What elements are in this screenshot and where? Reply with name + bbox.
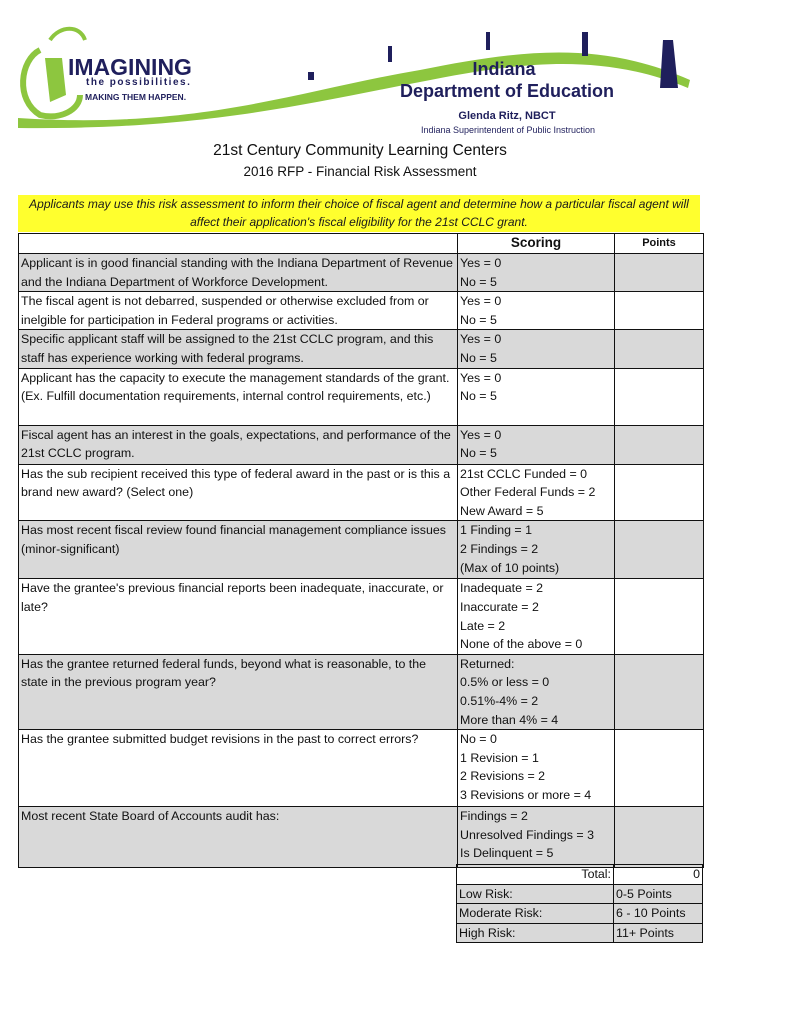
scoring-option: None of the above = 0 bbox=[460, 637, 583, 652]
question-cell: Have the grantee's previous financial reports been inadequate, inaccurate, or late? bbox=[19, 579, 458, 654]
question-cell: Has most recent fiscal review found financial management compliance issues (minor-significant) bbox=[19, 521, 458, 579]
scoring-option: More than 4% = 4 bbox=[460, 712, 559, 727]
risk-assessment-table bbox=[18, 233, 704, 868]
table-row bbox=[19, 807, 704, 868]
scoring-option: No = 5 bbox=[460, 446, 497, 461]
scoring-option: 2 Revisions = 2 bbox=[460, 769, 546, 784]
dept-line2: Department of Education bbox=[399, 81, 615, 101]
table-row bbox=[19, 521, 704, 579]
scoring-option: Is Delinquent = 5 bbox=[460, 846, 554, 861]
scoring-option: Other Federal Funds = 2 bbox=[460, 485, 596, 500]
scoring-option: Inaccurate = 2 bbox=[460, 599, 539, 614]
idoe-logo-banner bbox=[0, 0, 788, 140]
table-row bbox=[19, 579, 704, 654]
scoring-option: Yes = 0 bbox=[460, 256, 502, 270]
scoring-cell bbox=[458, 425, 615, 464]
scoring-option: Findings = 2 bbox=[460, 809, 528, 824]
scoring-cell bbox=[458, 292, 615, 330]
logo-tag: MAKING THEM HAPPEN. bbox=[85, 92, 187, 102]
document-subtitle: 2016 RFP - Financial Risk Assessment bbox=[243, 164, 477, 179]
question-cell: Specific applicant staff will be assigned to the 21st CCLC program, and this staff has experience working with federal programs. bbox=[19, 330, 458, 368]
scoring-option: No = 5 bbox=[460, 274, 497, 289]
table-row bbox=[19, 368, 704, 425]
scoring-option: 1 Revision = 1 bbox=[460, 750, 539, 765]
points-input-cell[interactable] bbox=[615, 464, 704, 521]
scoring-option: No = 5 bbox=[460, 312, 497, 327]
scoring-cell bbox=[458, 464, 615, 521]
scoring-option: 21st CCLC Funded = 0 bbox=[460, 466, 588, 481]
indiana-shape-icon bbox=[45, 58, 66, 102]
table-row bbox=[19, 464, 704, 521]
question-cell: Applicant has the capacity to execute the management standards of the grant. (Ex. Fulfill documentation requirements, internal control requirements, etc.) bbox=[19, 368, 458, 425]
scoring-option: Yes = 0 bbox=[460, 427, 502, 442]
table-row bbox=[19, 254, 704, 292]
scoring-option: Yes = 0 bbox=[460, 294, 502, 309]
scoring-option: 0.5% or less = 0 bbox=[460, 675, 550, 690]
scoring-option: Late = 2 bbox=[460, 618, 506, 633]
table-row bbox=[19, 730, 704, 807]
points-input-cell[interactable] bbox=[615, 292, 704, 330]
scoring-option: Yes = 0 bbox=[460, 332, 502, 347]
total-label: Total: bbox=[457, 865, 614, 885]
dept-line1: Indiana bbox=[472, 59, 536, 79]
risk-label: High Risk: bbox=[457, 923, 614, 943]
table-row bbox=[19, 330, 704, 368]
points-header: Points bbox=[615, 234, 704, 254]
scoring-option: 0.51%-4% = 2 bbox=[460, 693, 539, 708]
logo-title: IMAGINING bbox=[68, 54, 192, 80]
question-cell: Has the grantee submitted budget revisions in the past to correct errors? bbox=[19, 730, 458, 807]
points-input-cell[interactable] bbox=[615, 254, 704, 292]
risk-range: 0-5 Points bbox=[614, 884, 703, 904]
points-input-cell[interactable] bbox=[615, 807, 704, 868]
scoring-option: No = 0 bbox=[460, 732, 497, 747]
question-cell: Has the grantee returned federal funds, beyond what is reasonable, to the state in the previous program year? bbox=[19, 654, 458, 729]
logo-sub: the possibilities. bbox=[86, 77, 192, 88]
risk-label: Low Risk: bbox=[457, 884, 614, 904]
question-cell: Most recent State Board of Accounts audit has: bbox=[19, 807, 458, 868]
points-input-cell[interactable] bbox=[615, 425, 704, 464]
scoring-option: Unresolved Findings = 3 bbox=[460, 827, 594, 842]
question-cell: Has the sub recipient received this type of federal award in the past or is this a brand new award? (Select one) bbox=[19, 464, 458, 521]
points-input-cell[interactable] bbox=[615, 654, 704, 729]
scoring-cell bbox=[458, 579, 615, 654]
superintendent-name: Glenda Ritz, NBCT bbox=[458, 110, 556, 122]
scoring-cell bbox=[458, 521, 615, 579]
scoring-option: 1 Finding = 1 bbox=[460, 523, 532, 538]
scoring-header: Scoring bbox=[458, 234, 615, 254]
question-cell: The fiscal agent is not debarred, suspended or otherwise excluded from or inelgible for participation in Federal programs or activities. bbox=[19, 292, 458, 330]
document-title: 21st Century Community Learning Centers bbox=[213, 142, 507, 159]
scoring-option: New Award = 5 bbox=[460, 503, 544, 518]
question-cell: Fiscal agent has an interest in the goals, expectations, and performance of the 21st CCLC program. bbox=[19, 425, 458, 464]
question-cell: Applicant is in good financial standing with the Indiana Department of Revenue and the Indiana Department of Workforce Development. bbox=[19, 254, 458, 292]
scoring-option: 2 Findings = 2 bbox=[460, 541, 539, 556]
risk-range: 6 - 10 Points bbox=[614, 904, 703, 924]
scoring-cell bbox=[458, 807, 615, 868]
scoring-option: Returned: bbox=[460, 656, 515, 671]
scoring-option: 3 Revisions or more = 4 bbox=[460, 787, 592, 802]
table-row bbox=[19, 425, 704, 464]
risk-label: Moderate Risk: bbox=[457, 904, 614, 924]
scoring-option: No = 5 bbox=[460, 350, 497, 365]
points-input-cell[interactable] bbox=[615, 368, 704, 425]
scoring-option: No = 5 bbox=[460, 389, 497, 404]
instructions-note: Applicants may use this risk assessment to inform their choice of fiscal agent and determine how a particular fiscal agent will affect their application's fiscal eligibility for the 21st CCLC grant. bbox=[18, 195, 700, 232]
summary-table bbox=[456, 864, 703, 943]
scoring-option: Yes = 0 bbox=[460, 370, 502, 385]
superintendent-title: Indiana Superintendent of Public Instruction bbox=[420, 125, 596, 135]
points-input-cell[interactable] bbox=[615, 730, 704, 807]
scoring-cell bbox=[458, 654, 615, 729]
scoring-cell bbox=[458, 730, 615, 807]
question-header bbox=[19, 234, 458, 254]
risk-range: 11+ Points bbox=[614, 923, 703, 943]
scoring-option: (Max of 10 points) bbox=[460, 560, 560, 575]
scoring-option: Inadequate = 2 bbox=[460, 581, 544, 596]
points-input-cell[interactable] bbox=[615, 330, 704, 368]
total-value: 0 bbox=[614, 865, 703, 885]
scoring-cell bbox=[458, 368, 615, 425]
table-row bbox=[19, 292, 704, 330]
points-input-cell[interactable] bbox=[615, 579, 704, 654]
scoring-cell bbox=[458, 330, 615, 368]
points-input-cell[interactable] bbox=[615, 521, 704, 579]
scoring-cell bbox=[458, 254, 615, 292]
table-row bbox=[19, 654, 704, 729]
